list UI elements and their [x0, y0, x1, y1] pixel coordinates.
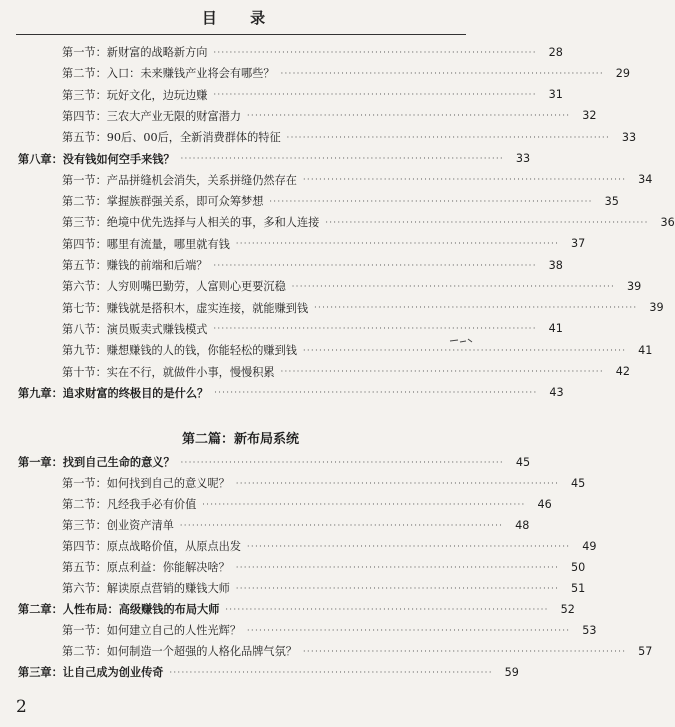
entry-page-number: 59: [504, 665, 519, 679]
leader-dots: ················································································: [247, 625, 571, 635]
entry-title: 第二章：人性布局：高级赚钱的布局大师: [18, 603, 220, 616]
entry-title: 第三节：玩好文化，边玩边赚: [62, 88, 208, 102]
entry-page-number: 29: [615, 66, 631, 80]
leader-dots: ················································································: [214, 388, 538, 398]
toc-header: [0, 0, 481, 34]
entry-page-number: 28: [548, 45, 563, 59]
leader-dots: ················································································: [225, 604, 549, 614]
entry-title: 第一节：产品拼缝机会消失，关系拼缝仍然存在: [62, 173, 297, 187]
toc-chapter-entry[interactable]: [0, 149, 531, 169]
leader-dots: ················································································: [302, 175, 627, 185]
entry-page-number: 37: [571, 237, 586, 251]
entry-page-number: 43: [549, 386, 564, 400]
leader-dots: ················································································: [291, 281, 616, 291]
entry-page-number: 36: [660, 215, 675, 229]
entry-page-number: 53: [582, 623, 597, 637]
entry-title: 第一节：新财富的战略新方向: [62, 46, 208, 59]
entry-title: 第五节：90后、00后，全新消费群体的特征: [62, 131, 281, 145]
entry-page-number: 33: [621, 130, 637, 144]
toc-section-entry[interactable]: [0, 340, 653, 360]
toc-section-entry[interactable]: [0, 494, 552, 514]
entry-title: 第八节：演员贩卖式赚钱模式: [62, 322, 208, 336]
entry-title: 第一章：找到自己生命的意义？: [18, 456, 175, 469]
entry-page-number: 33: [515, 152, 531, 165]
toc-section-entry[interactable]: [0, 85, 563, 105]
leader-dots: ················································································: [202, 499, 526, 509]
entry-title: 第三节：创业资产清单: [62, 519, 174, 532]
leader-dots: ················································································: [179, 520, 504, 530]
entry-title: 第十节：实在不行，就做件小事，慢慢积累: [62, 365, 275, 379]
toc-section-entry[interactable]: [0, 641, 653, 661]
leader-dots: ················································································: [213, 90, 537, 100]
entry-page-number: 41: [638, 343, 653, 357]
entry-title: 第五节：赚钱的前端和后端？: [62, 259, 208, 272]
leader-dots: ················································································: [314, 303, 638, 313]
toc-section-entry[interactable]: [0, 515, 530, 535]
entry-title: 第六节：解读原点营销的赚钱大师: [62, 582, 230, 595]
toc-section-entry[interactable]: [0, 42, 563, 62]
entry-page-number: 42: [615, 365, 631, 378]
toc-section-entry[interactable]: [0, 319, 563, 339]
toc-section-entry[interactable]: [0, 473, 586, 493]
toc-chapter-entry[interactable]: [0, 452, 531, 472]
entry-title: 第三节：绝境中优先选择与人相关的事，多和人连接: [62, 216, 320, 230]
entry-title: 第八章：没有钱如何空手来钱？: [18, 152, 175, 166]
toc-section-entry[interactable]: [0, 106, 597, 126]
entry-title: 第二节：如何制造一个超强的人格化品牌气氛？: [62, 645, 297, 658]
entry-title: 第九节：赚想赚钱的人的钱，你能轻松的赚到钱: [62, 344, 297, 358]
leader-dots: ················································································: [280, 68, 605, 78]
entry-page-number: 38: [548, 258, 563, 272]
entry-page-number: 45: [571, 476, 586, 490]
leader-dots: ················································································: [247, 541, 571, 551]
toc-chapter-entry[interactable]: [0, 383, 564, 403]
entry-title: 第四节：哪里有流量，哪里就有钱: [62, 237, 230, 251]
entry-page-number: 45: [515, 455, 531, 469]
leader-dots: ················································································: [169, 667, 493, 677]
entry-page-number: 49: [582, 539, 597, 553]
leader-dots: ················································································: [286, 132, 611, 142]
leader-dots: ················································································: [213, 260, 537, 270]
leader-dots: ················································································: [213, 47, 537, 57]
entry-title: 第七节：赚钱就是搭积木，虚实连接，就能赚到钱: [62, 301, 309, 315]
toc-section-entry[interactable]: [0, 170, 653, 190]
toc-section-entry[interactable]: [0, 578, 586, 598]
toc-section-entry[interactable]: [0, 127, 637, 147]
header-rule: [16, 34, 466, 35]
leader-dots: ················································································: [325, 217, 649, 227]
entry-title: 第三章：让自己成为创业传奇: [18, 666, 164, 679]
toc-section-entry[interactable]: [0, 276, 642, 296]
entry-page-number: 39: [649, 301, 664, 315]
leader-dots: ················································································: [302, 345, 627, 355]
leader-dots: ················································································: [213, 324, 537, 334]
toc-section-entry[interactable]: [0, 536, 597, 556]
toc-title: 目 录: [201, 8, 280, 27]
leader-dots: ················································································: [235, 478, 560, 488]
leader-dots: ················································································: [235, 239, 560, 249]
entry-title: 第二节：掌握族群强关系，即可众筹梦想: [62, 195, 264, 209]
toc-section-entry[interactable]: [0, 191, 619, 211]
page-number: 2: [16, 697, 27, 717]
entry-page-number: 50: [571, 560, 586, 574]
entry-title: 第五节：原点利益：你能解决啥？: [62, 561, 230, 574]
toc-section-entry[interactable]: [0, 298, 664, 318]
entry-title: 第六节：人穷则嘴巴勤劳，人富则心更要沉稳: [62, 280, 286, 294]
part-title: 第二篇：新布局系统: [181, 432, 299, 447]
toc-section-entry[interactable]: [0, 63, 631, 83]
entry-page-number: 46: [537, 497, 552, 511]
toc-section-entry[interactable]: [0, 362, 631, 382]
entry-page-number: 34: [638, 173, 653, 187]
entry-title: 第二节：凡经我手必有价值: [62, 498, 197, 511]
toc-chapter-entry[interactable]: [0, 662, 519, 682]
leader-dots: ················································································: [235, 562, 560, 572]
toc-section-entry[interactable]: [0, 255, 563, 275]
entry-page-number: 31: [548, 88, 563, 102]
leader-dots: ················································································: [180, 457, 505, 467]
toc-chapter-entry[interactable]: [0, 599, 575, 619]
entry-title: 第四节：原点战略价值，从原点出发: [62, 540, 242, 553]
entry-page-number: 48: [515, 518, 530, 532]
scan-speck-marks: [448, 336, 478, 346]
entry-page-number: 32: [582, 109, 597, 123]
leader-dots: ················································································: [302, 646, 627, 656]
toc-section-entry[interactable]: [0, 620, 597, 640]
entry-page-number: 51: [571, 581, 586, 595]
entry-title: 第九章：追求财富的终极目的是什么？: [18, 386, 209, 400]
toc-section-entry[interactable]: [0, 212, 675, 232]
leader-dots: ················································································: [269, 196, 593, 206]
entry-page-number: 35: [604, 194, 619, 208]
toc-section-entry[interactable]: [0, 557, 586, 577]
entry-title: 第二节：入口：未来赚钱产业将会有哪些？: [62, 67, 275, 81]
leader-dots: ················································································: [180, 154, 505, 163]
entry-title: 第四节：三农大产业无限的财富潜力: [62, 109, 242, 123]
entry-page-number: 57: [638, 644, 653, 658]
entry-title: 第一节：如何建立自己的人性光辉？: [62, 624, 242, 637]
toc-section-entry[interactable]: [0, 234, 586, 254]
entry-page-number: 52: [560, 602, 575, 616]
entry-title: 第一节：如何找到自己的意义呢？: [62, 477, 230, 490]
leader-dots: ················································································: [280, 367, 605, 376]
entry-page-number: 41: [548, 322, 563, 336]
leader-dots: ················································································: [247, 111, 571, 121]
leader-dots: ················································································: [235, 583, 560, 593]
entry-page-number: 39: [626, 279, 642, 293]
